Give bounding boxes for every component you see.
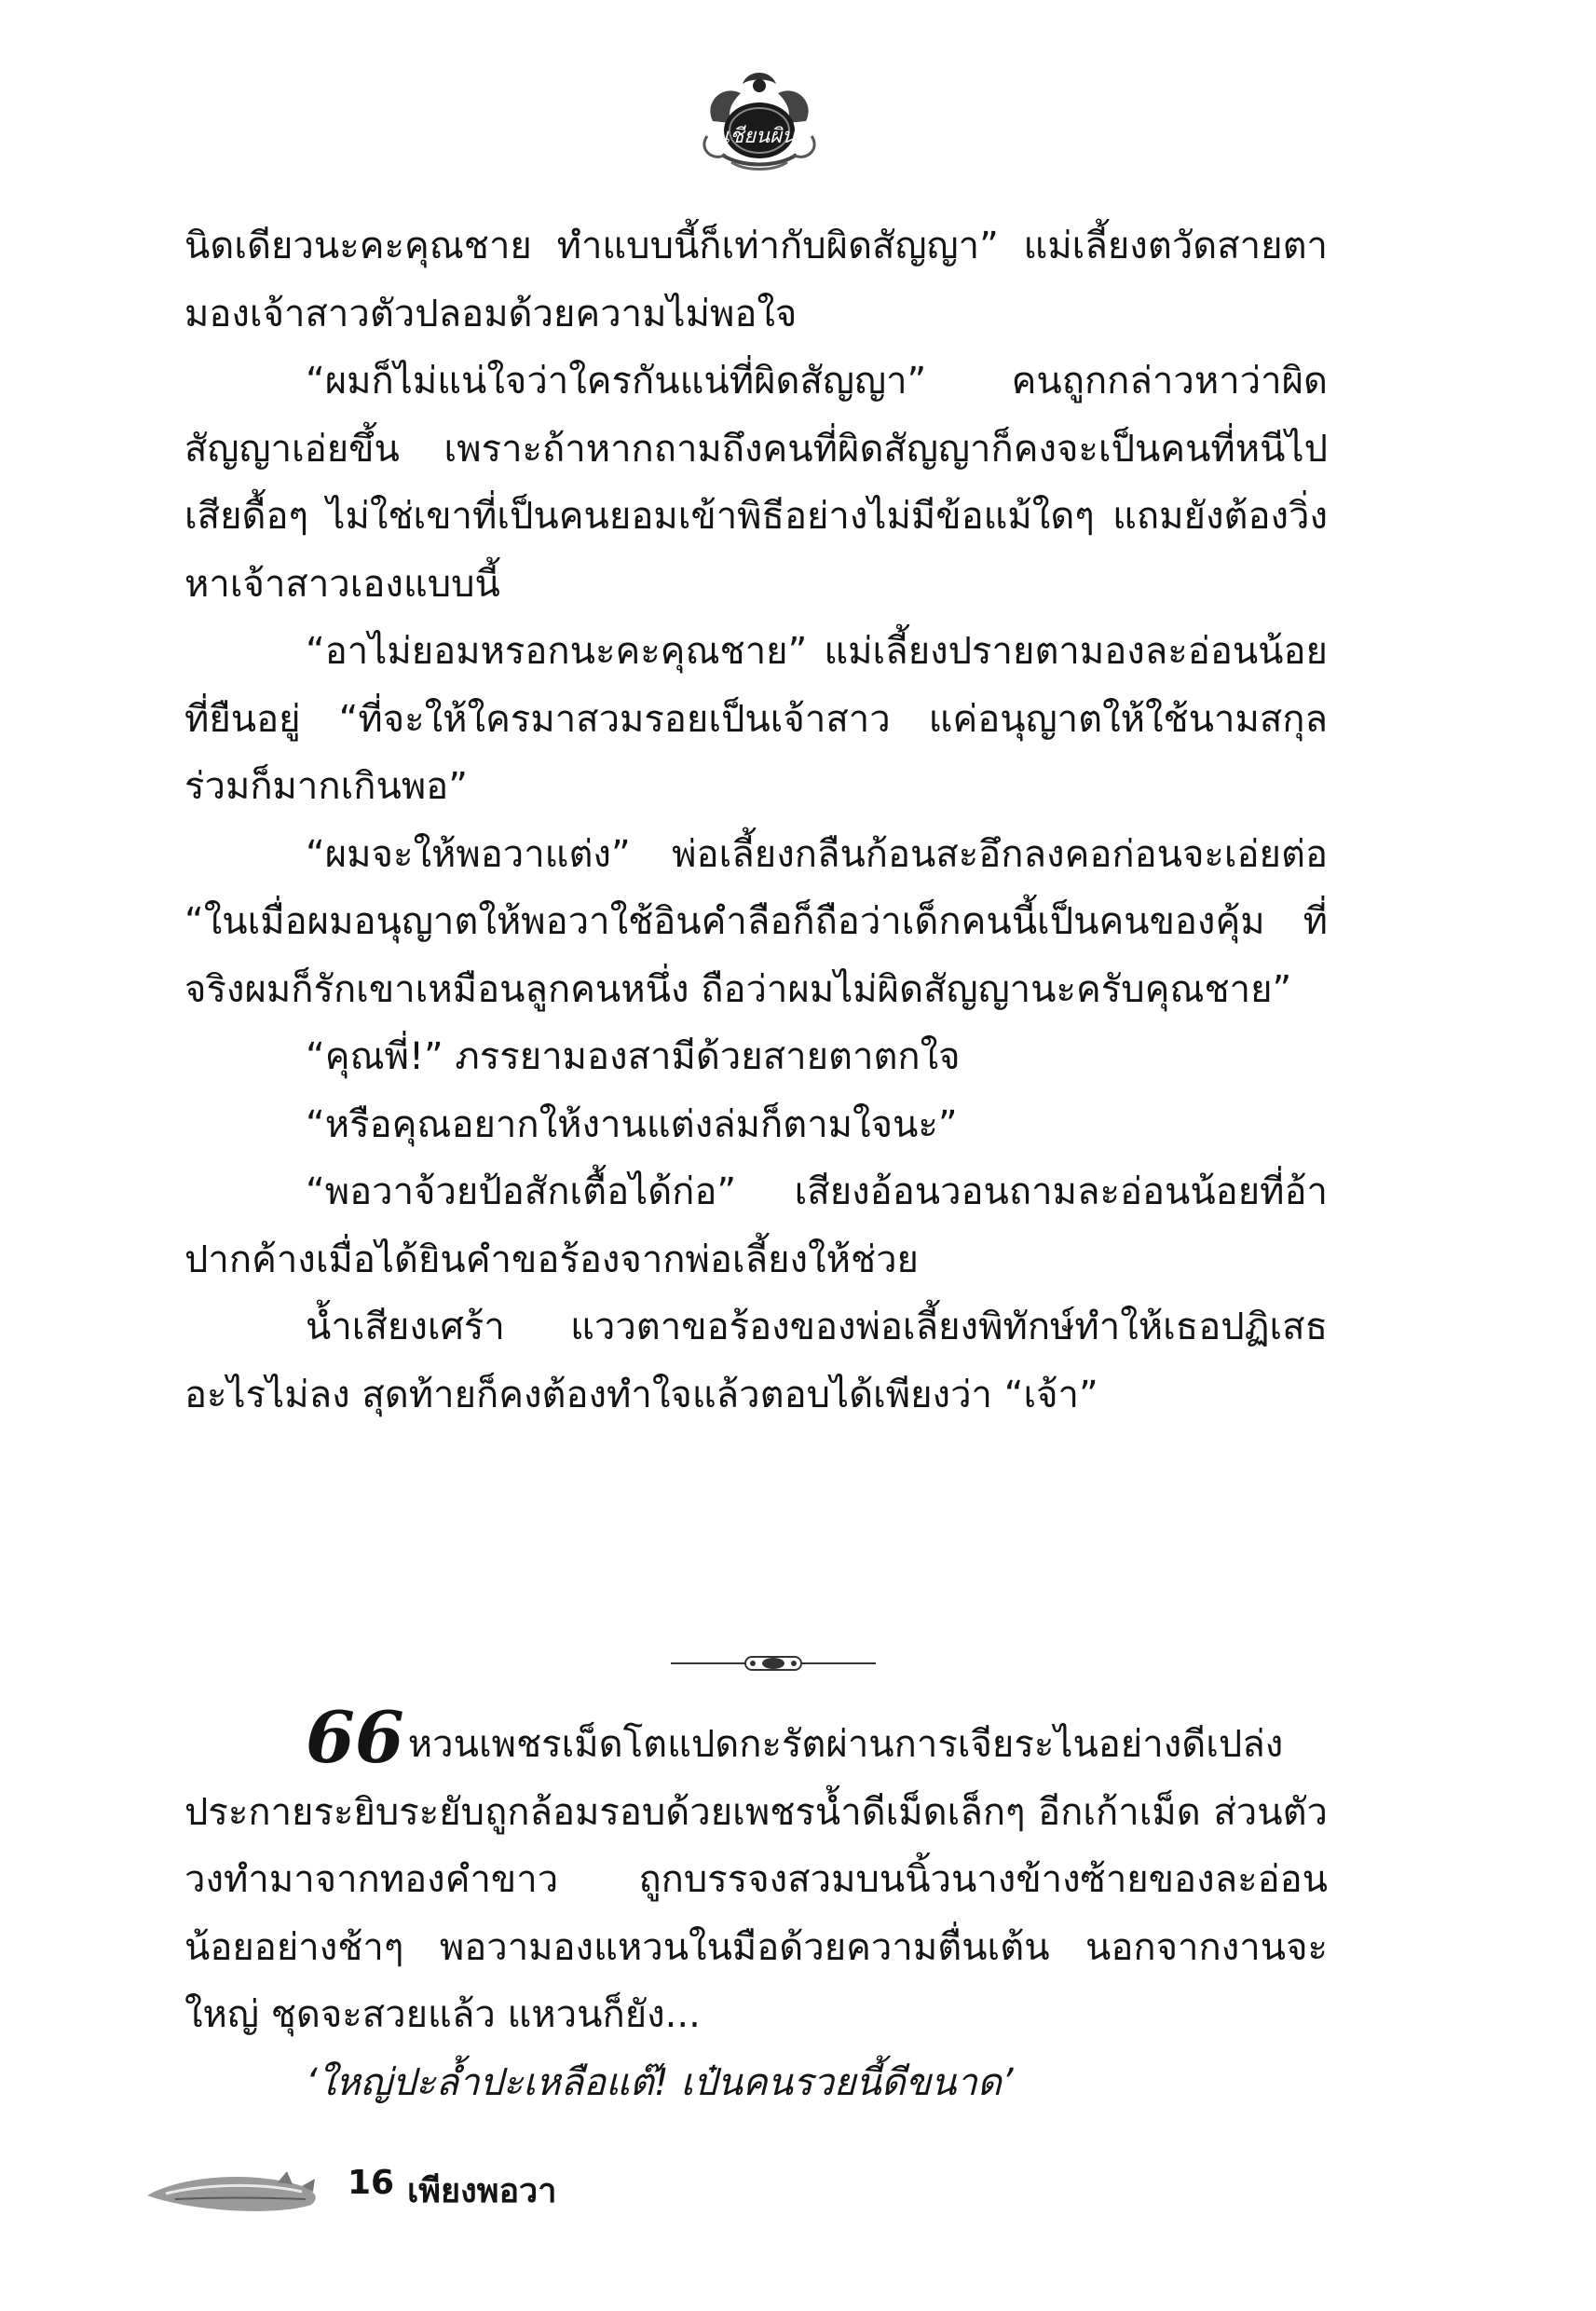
scene-two-text: หวนเพชรเม็ดโตแปดกะรัตผ่านการเจียระไนอย่างดีเปล่งประกายระยิบระยับถูกล้อมรอบด้วยเพชรน้ำดีเม็ดเล็กๆ อีกเก้าเม็ด ส่วนตัววงทำมาจากทองคำขาว ถูกบรรจงสวมบนนิ้วนางข้างซ้ายของละอ่อนน้อยอย่างช้าๆ พอวามองแหวนในมือด้วยความตื่นเต้น นอกจากงานจะใหญ่ ชุดจะสวยแล้ว แหวนก็ยัง... <box>184 1723 1328 2036</box>
scene-two-paragraph <box>184 1696 1328 2049</box>
footer-shell-ornament <box>138 2160 324 2225</box>
paragraph-5: “คุณพี่!” ภรรยามองสามีด้วยสายตาตกใจ <box>306 1035 961 1078</box>
paragraph-1: นิดเดียวนะคะคุณชาย ทำแบบนี้ก็เท่ากับผิดสัญญา” แม่เลี้ยงตวัดสายตามองเจ้าสาวตัวปลอมด้วยความไม่พอใจ <box>184 225 1328 335</box>
seashell-icon <box>138 2160 324 2225</box>
main-text <box>184 212 1328 1429</box>
logo-text: เชียนผิน <box>722 125 797 148</box>
paragraph-4: “ผมจะให้พอวาแต่ง” พ่อเลี้ยงกลืนก้อนสะอึกลงคอก่อนจะเอ่ยต่อ “ในเมื่อผมอนุญาตให้พอวาใช้อินคำลือก็ถือว่าเด็กคนนี้เป็นคนของคุ้ม ที่จริงผมก็รักเขาเหมือนลูกคนหนึ่ง ถือว่าผมไม่ผิดสัญญานะครับคุณชาย” <box>184 832 1328 1011</box>
book-title: เพียงพอวา <box>407 2172 557 2210</box>
scene-two <box>184 1696 1328 2116</box>
paragraph-8: น้ำเสียงเศร้า แววตาขอร้องของพ่อเลี้ยงพิทักษ์ทำให้เธอปฏิเสธอะไรไม่ลง สุดท้ายก็คงต้องทำใจแล้วตอบได้เพียงว่า “เจ้า” <box>184 1306 1328 1416</box>
paragraph-3: “อาไม่ยอมหรอกนะคะคุณชาย” แม่เลี้ยงปรายตามองละอ่อนน้อยที่ยืนอยู่ “ที่จะให้ใครมาสวมรอยเป็นเจ้าสาว แค่อนุญาตให้ใช้นามสกุลร่วมก็มากเกินพอ” <box>184 630 1328 808</box>
paragraph-7: “พอวาจ้วยป้อสักเตื้อได้ก่อ” เสียงอ้อนวอนถามละอ่อนน้อยที่อ้าปากค้างเมื่อได้ยินคำขอร้องจากพ่อเลี้ยงให้ช่วย <box>184 1170 1328 1281</box>
ornament-divider-icon <box>671 1651 876 1675</box>
italic-thought: ‘ใหญ่ปะล้ำปะเหลือแต๊! เป๋นคนรวยนี้ดีขนาด’ <box>306 2060 1014 2104</box>
drop-quote-mark: 66 <box>306 1696 404 1779</box>
header-logo <box>694 65 825 177</box>
paragraph-6: “หรือคุณอยากให้งานแต่งล่มก็ตามใจนะ” <box>306 1102 958 1146</box>
section-divider <box>671 1651 876 1675</box>
paragraph-2: “ผมก็ไม่แน่ใจว่าใครกันแน่ที่ผิดสัญญา” คนถูกกล่าวหาว่าผิดสัญญาเอ่ยขึ้น เพราะถ้าหากถามถึงคนที่ผิดสัญญาก็คงจะเป็นคนที่หนีไปเสียดื้อๆ ไม่ใช่เขาที่เป็นคนยอมเข้าพิธีอย่างไม่มีข้อแม้ใดๆ แถมยังต้องวิ่งหาเจ้าสาวเองแบบนี้ <box>184 360 1328 606</box>
page-number: 16 <box>348 2164 395 2202</box>
